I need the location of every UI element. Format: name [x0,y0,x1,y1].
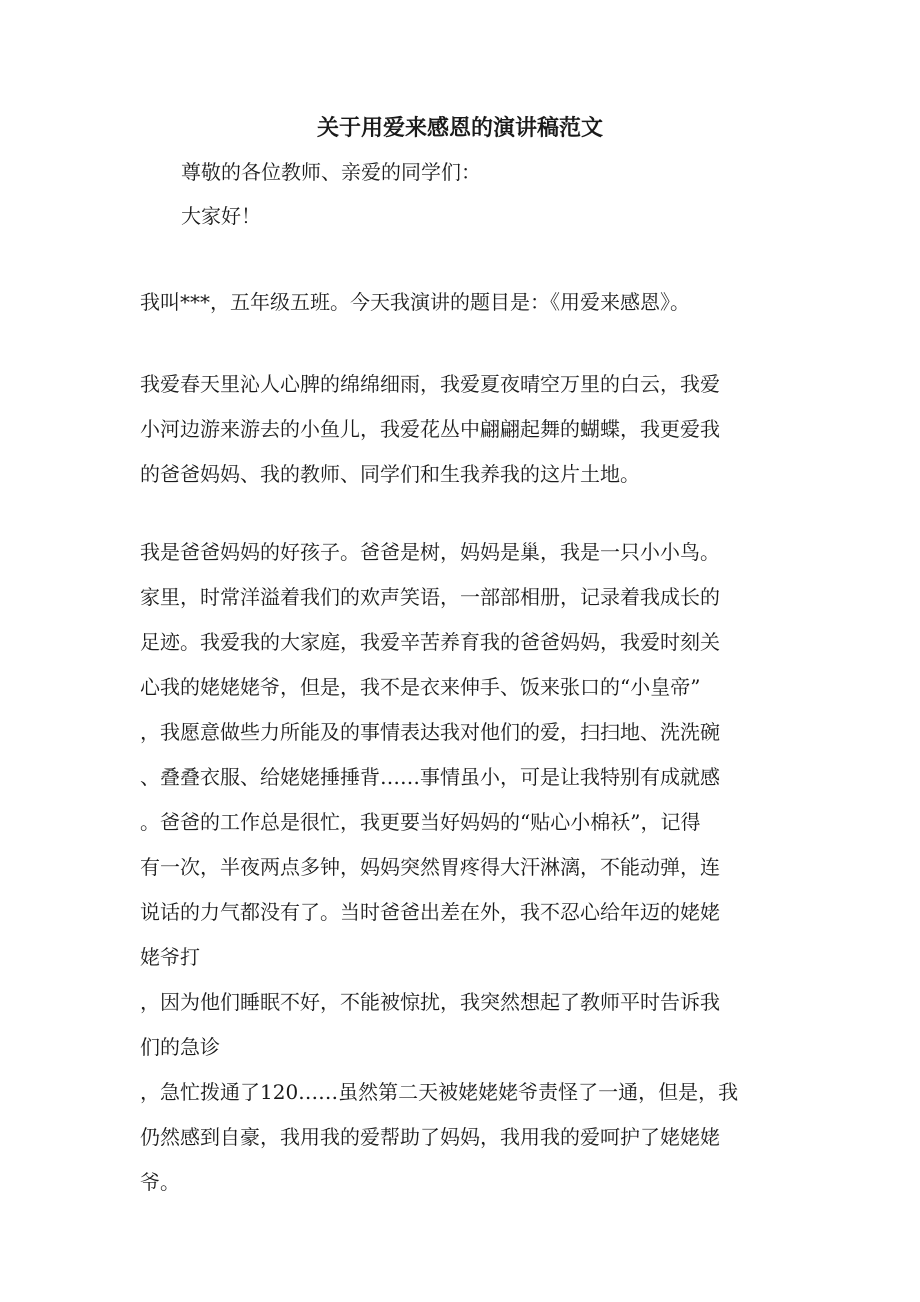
paragraph-line: 、叠叠衣服、给姥姥捶捶背……事情虽小，可是让我特别有成就感 [140,765,720,789]
paragraph-line: 。爸爸的工作总是很忙，我更要当好妈妈的“贴心小棉袄”，记得 [140,810,701,834]
paragraph-line: 足迹。我爱我的大家庭，我爱辛苦养育我的爸爸妈妈，我爱时刻关 [140,630,720,654]
paragraph-line: 爷。 [140,1170,180,1194]
paragraph-line: ，因为他们睡眠不好，不能被惊扰，我突然想起了教师平时告诉我 [140,990,720,1014]
paragraph-line: ，我愿意做些力所能及的事情表达我对他们的爱，扫扫地、洗洗碗 [140,720,720,744]
paragraph-line: 说话的力气都没有了。当时爸爸出差在外，我不忍心给年迈的姥姥 [140,900,720,924]
paragraph-love [140,362,800,497]
paragraph-line: 姥爷打 [140,945,200,969]
paragraph-line: 我是爸爸妈妈的好孩子。爸爸是树，妈妈是巢，我是一只小小鸟。 [140,540,720,564]
salutation: 尊敬的各位教师、亲爱的同学们： [181,160,481,184]
paragraph-line: 心我的姥姥姥爷，但是，我不是衣来伸手、饭来张口的“小皇帝” [140,675,701,699]
paragraph-line: 家里，时常洋溢着我们的欢声笑语，一部部相册，记录着我成长的 [140,585,720,609]
greeting: 大家好！ [181,204,261,228]
paragraph-family [140,530,800,1205]
paragraph-line: 小河边游来游去的小鱼儿，我爱花丛中翩翩起舞的蝴蝶，我更爱我 [140,417,720,441]
paragraph-line: 的爸爸妈妈、我的教师、同学们和生我养我的这片土地。 [140,462,640,486]
paragraph-line: 们的急诊 [140,1035,220,1059]
paragraph-line: ，急忙拨通了120……虽然第二天被姥姥姥爷责怪了一通，但是，我 [140,1080,739,1104]
paragraph-line: 我爱春天里沁人心脾的绵绵细雨，我爱夏夜晴空万里的白云，我爱 [140,372,720,396]
paragraph-line: 有一次，半夜两点多钟，妈妈突然胃疼得大汗淋漓，不能动弹，连 [140,855,720,879]
paragraph-line: 我叫***，五年级五班。今天我演讲的题目是：《用爱来感恩》。 [140,290,690,314]
paragraph-intro [140,280,800,325]
document-title: 关于用爱来感恩的演讲稿范文 [316,115,603,141]
paragraph-line: 仍然感到自豪，我用我的爱帮助了妈妈，我用我的爱呵护了姥姥姥 [140,1125,720,1149]
